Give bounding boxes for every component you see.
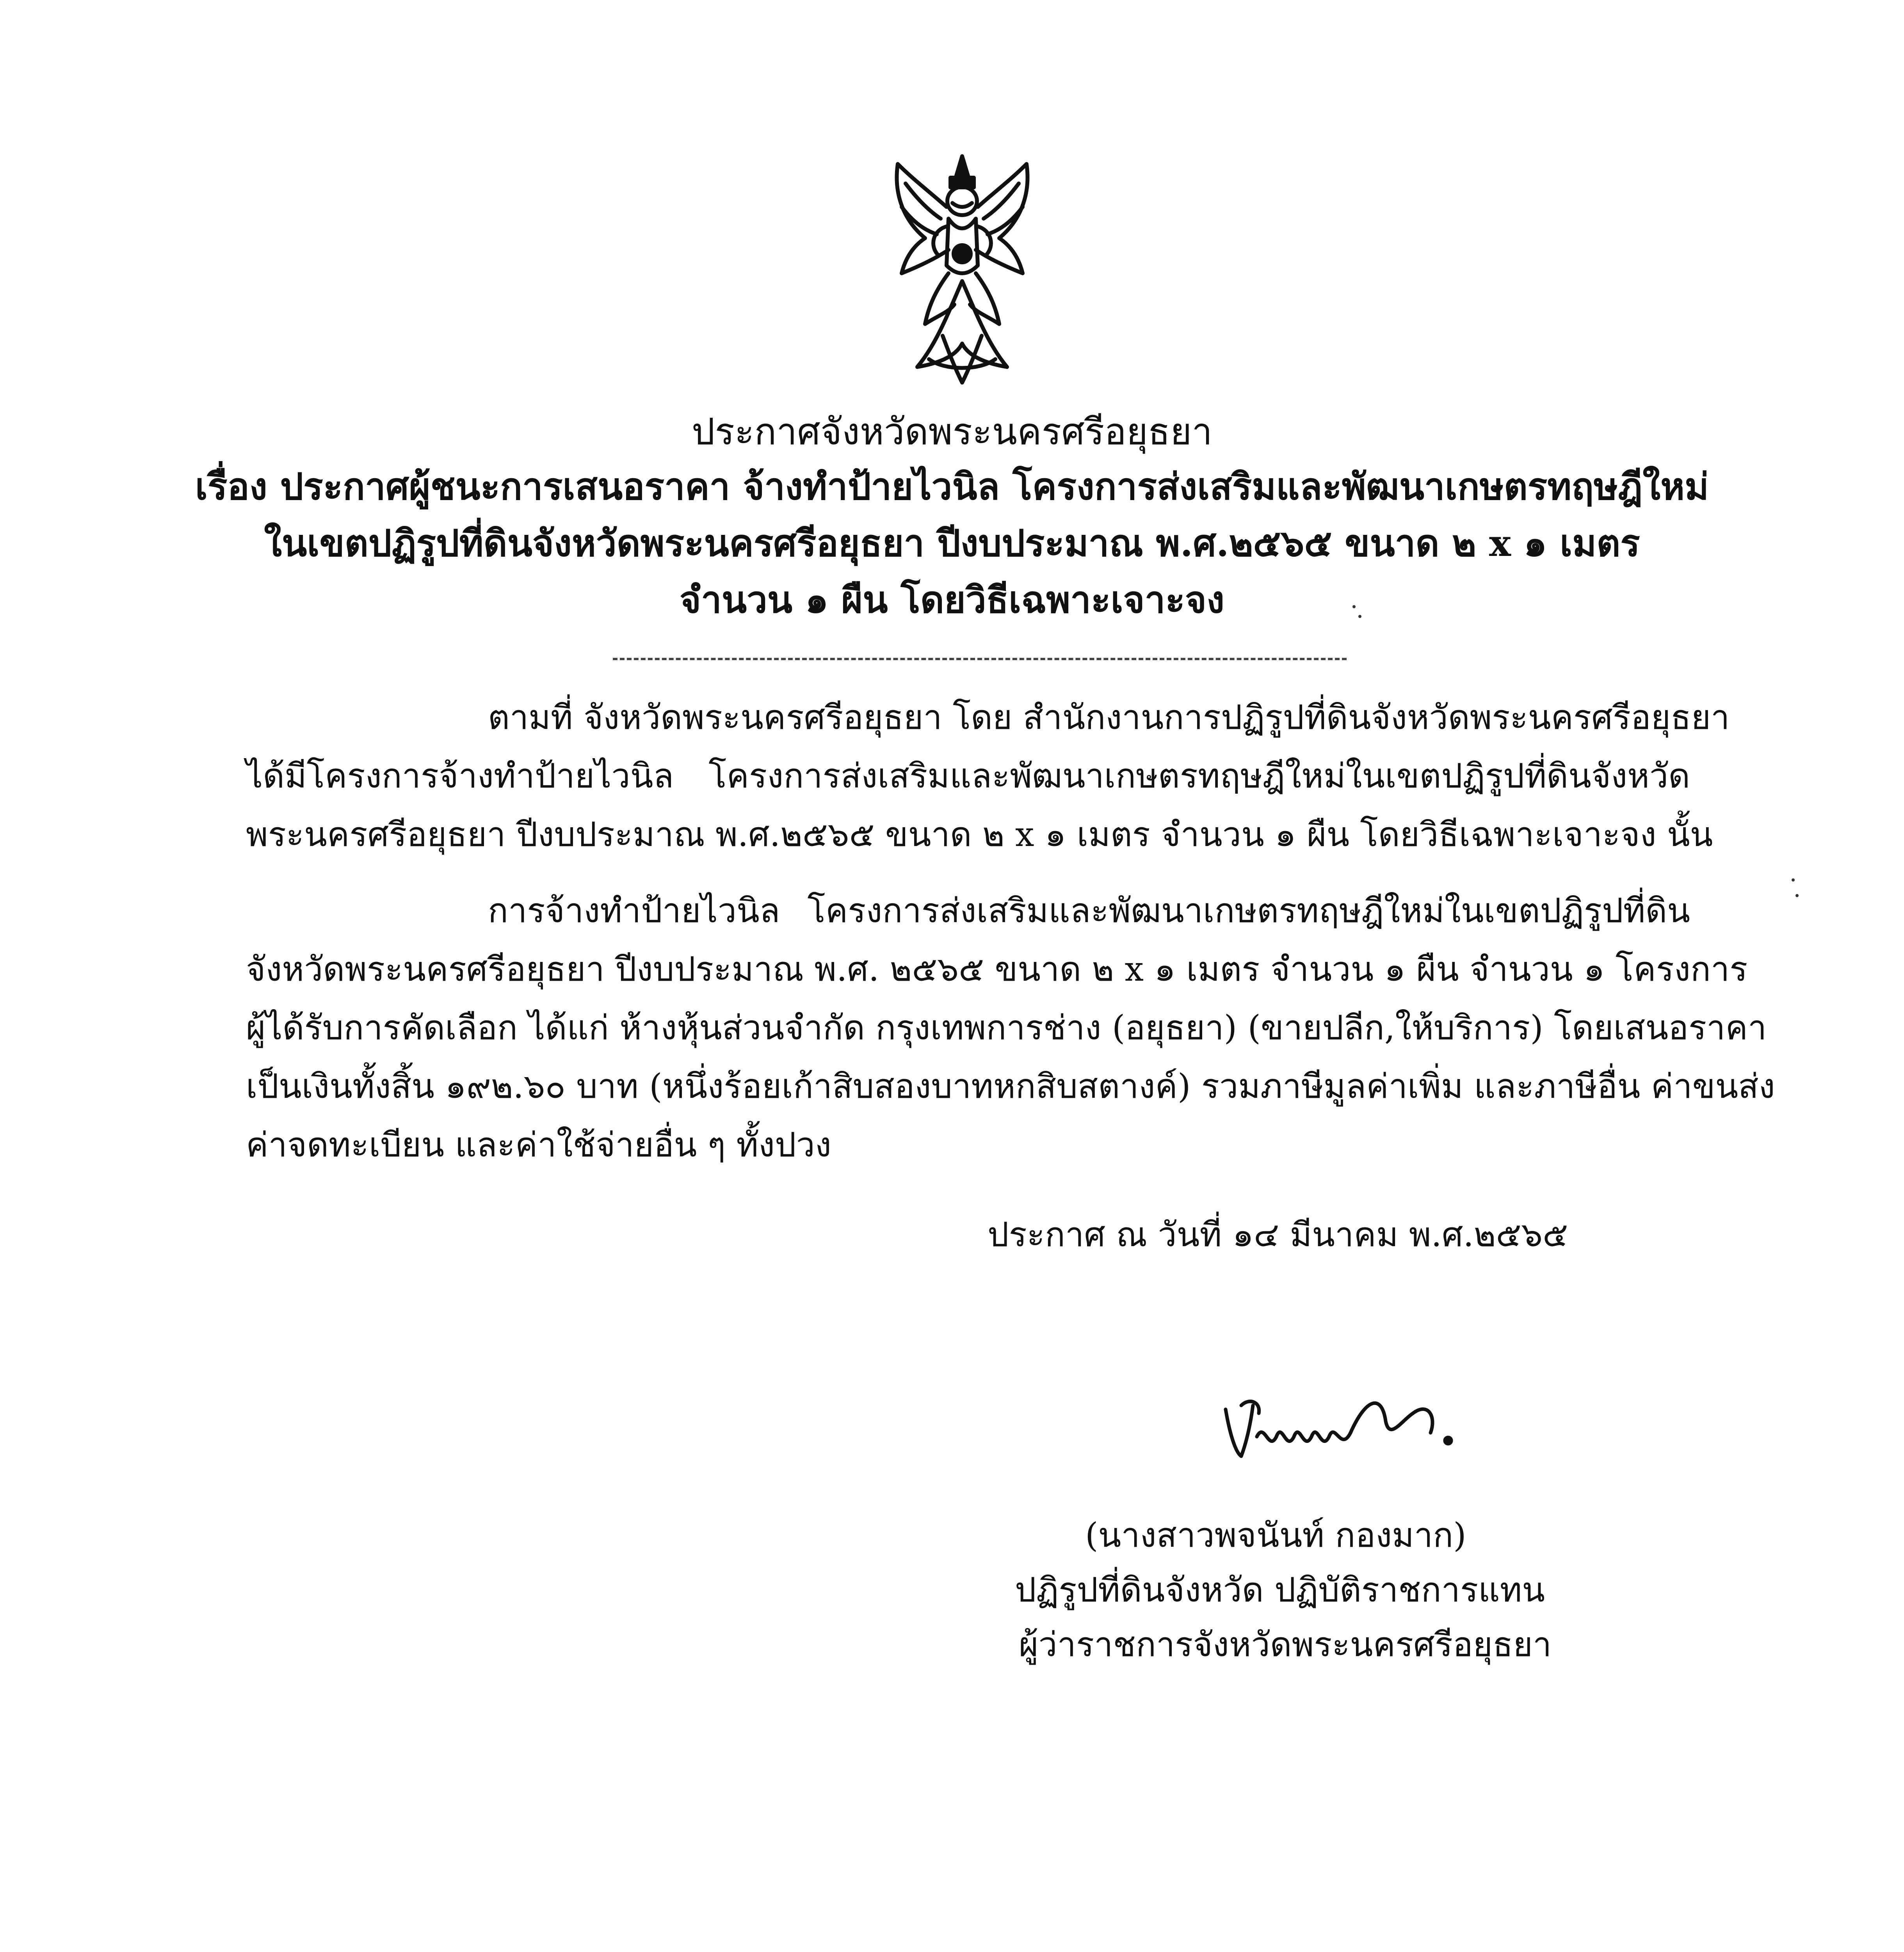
paragraph-1-line-1: ตามที่ จังหวัดพระนครศรีอยุธยา โดย สำนักงานการปฏิรูปที่ดินจังหวัดพระนครศรีอยุธยา (488, 698, 1730, 737)
handwritten-signature-icon (1218, 1374, 1499, 1476)
subject-line-2: ในเขตปฏิรูปที่ดินจังหวัดพระนครศรีอยุธยา ปีงบประมาณ พ.ศ.๒๕๖๕ ขนาด ๒ x ๑ เมตร (264, 522, 1640, 565)
paragraph-2-line-2: จังหวัดพระนครศรีอยุธยา ปีงบประมาณ พ.ศ. ๒๕๖๕ ขนาด ๒ x ๑ เมตร จำนวน ๑ ผืน จำนวน ๑ โครงการ (246, 950, 1748, 989)
paragraph-2-line-3: ผู้ได้รับการคัดเลือก ได้แก่ ห้างหุ้นส่วนจำกัด กรุงเทพการช่าง (อยุธยา) (ขายปลีก,ให้บริการ) โดยเสนอราคา (246, 1008, 1767, 1047)
scan-speck (1795, 894, 1799, 897)
issuer-title: ประกาศจังหวัดพระนครศรีอยุธยา (691, 411, 1213, 453)
scan-speck (1792, 878, 1795, 882)
garuda-emblem-icon (870, 148, 1054, 390)
paragraph-2-line-5: ค่าจดทะเบียน และค่าใช้จ่ายอื่น ๆ ทั้งปวง (246, 1126, 831, 1165)
scan-speck (1352, 605, 1356, 608)
paragraph-1-line-3: พระนครศรีอยุธยา ปีงบประมาณ พ.ศ.๒๕๖๕ ขนาด ๒ x ๑ เมตร จำนวน ๑ ผืน โดยวิธีเฉพาะเจาะจง นั้น (246, 815, 1713, 854)
signatory-position-1: ปฏิรูปที่ดินจังหวัด ปฏิบัติราชการแทน (1015, 1571, 1545, 1610)
subject-line-1: เรื่อง ประกาศผู้ชนะการเสนอราคา จ้างทำป้ายไวนิล โครงการส่งเสริมและพัฒนาเกษตรทฤษฎีใหม่ (195, 465, 1709, 508)
scan-speck (1358, 615, 1361, 618)
paragraph-1-line-2: ได้มีโครงการจ้างทำป้ายไวนิล โครงการส่งเสริมและพัฒนาเกษตรทฤษฎีใหม่ในเขตปฏิรูปที่ดินจังหวัด (246, 757, 1690, 796)
signatory-position-2: ผู้ว่าราชการจังหวัดพระนครศรีอยุธยา (1019, 1625, 1552, 1664)
paragraph-2-line-4: เป็นเงินทั้งสิ้น ๑๙๒.๖๐ บาท (หนึ่งร้อยเก้าสิบสองบาทหกสิบสตางค์) รวมภาษีมูลค่าเพิ่ม และภาษีอื่น ค่าขนส่ง (246, 1067, 1775, 1106)
signatory-name: (นางสาวพจนันท์ กองมาก) (1085, 1516, 1466, 1555)
announcement-date: ประกาศ ณ วันที่ ๑๔ มีนาคม พ.ศ.๒๕๖๕ (988, 1215, 1568, 1254)
header-divider (613, 658, 1347, 660)
subject-line-3: จำนวน ๑ ผืน โดยวิธีเฉพาะเจาะจง (680, 579, 1224, 622)
paragraph-2-line-1: การจ้างทำป้ายไวนิล โครงการส่งเสริมและพัฒนาเกษตรทฤษฎีใหม่ในเขตปฏิรูปที่ดิน (488, 891, 1690, 930)
